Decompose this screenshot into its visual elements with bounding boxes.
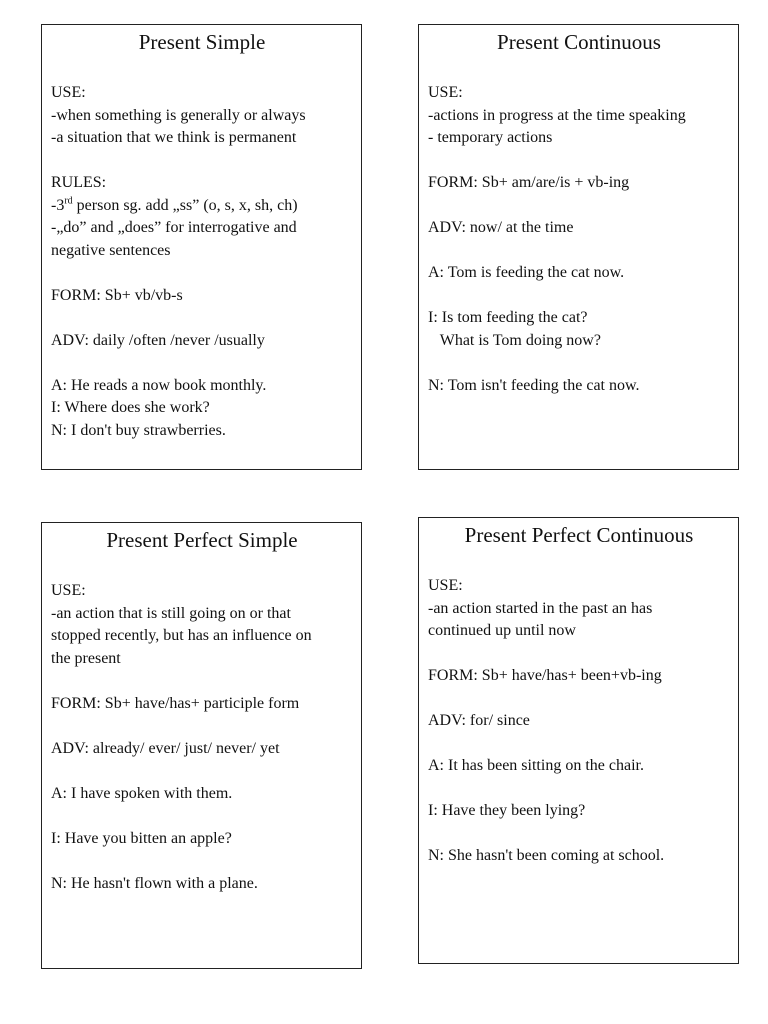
use-label: USE: (51, 84, 86, 101)
use-label: USE: (51, 582, 86, 599)
negative-example: N: She hasn't been coming at school. (428, 847, 665, 864)
adv-line: ADV: already/ ever/ just/ never/ yet (51, 739, 280, 757)
rule-line: -„do” and „does” for interrogative and (51, 219, 297, 236)
interrogative-example: What is Tom doing now? (428, 331, 601, 349)
affirmative-example: A: I have spoken with them. (51, 784, 233, 802)
rule-line (51, 195, 353, 218)
card-present-continuous (418, 24, 739, 470)
card-title: Present Simple (138, 30, 266, 54)
use-line: - temporary actions (428, 129, 553, 146)
rules-label: RULES: (51, 174, 107, 191)
card-present-perfect-simple (41, 522, 362, 969)
form-line: FORM: Sb+ have/has+ participle form (51, 694, 300, 712)
card-title: Present Perfect Simple (106, 528, 298, 552)
adv-line: ADV: now/ at the time (428, 219, 574, 236)
interrogative-example: I: Have you bitten an apple? (51, 829, 232, 847)
affirmative-example: A: It has been sitting on the chair. (428, 757, 644, 774)
use-line: -an action that is still going on or that (51, 604, 291, 622)
card-body (51, 580, 353, 895)
card-body (428, 82, 730, 397)
rule-text: person sg. add „ss” (o, s, x, sh, ch) (72, 196, 298, 214)
card-present-perfect-continuous (418, 517, 739, 964)
use-label: USE: (428, 577, 463, 594)
negative-example: N: Tom isn't feeding the cat now. (428, 376, 640, 394)
negative-example: N: He hasn't flown with a plane. (51, 874, 258, 892)
affirmative-example: A: He reads a now book monthly. (51, 376, 267, 394)
use-line: the present (51, 649, 121, 667)
card-present-simple (41, 24, 362, 470)
form-line: FORM: Sb+ vb/vb-s (51, 286, 183, 304)
card-title: Present Continuous (497, 30, 661, 54)
rule-prefix: -3 (51, 196, 65, 214)
use-line: -actions in progress at the time speaking (428, 106, 686, 124)
interrogative-example: I: Is tom feeding the cat? (428, 309, 588, 326)
use-line: -a situation that we think is permanent (51, 129, 297, 146)
card-title: Present Perfect Continuous (464, 523, 694, 547)
adv-line: ADV: daily /often /never /usually (51, 331, 265, 349)
use-line: -an action started in the past an has (428, 599, 653, 617)
rule-line: negative sentences (51, 241, 171, 259)
interrogative-example: I: Where does she work? (51, 399, 210, 416)
rule-superscript: rd (64, 195, 73, 207)
form-line: FORM: Sb+ have/has+ been+vb-ing (428, 667, 662, 684)
card-body (51, 82, 353, 442)
adv-line: ADV: for/ since (428, 712, 530, 729)
card-body (428, 575, 730, 868)
form-line: FORM: Sb+ am/are/is + vb-ing (428, 174, 630, 191)
negative-example: N: I don't buy strawberries. (51, 421, 226, 439)
affirmative-example: A: Tom is feeding the cat now. (428, 264, 625, 281)
interrogative-example: I: Have they been lying? (428, 802, 586, 819)
use-line: -when something is generally or always (51, 106, 306, 124)
use-line: continued up until now (428, 622, 576, 639)
use-label: USE: (428, 84, 463, 101)
use-line: stopped recently, but has an influence on (51, 627, 312, 644)
